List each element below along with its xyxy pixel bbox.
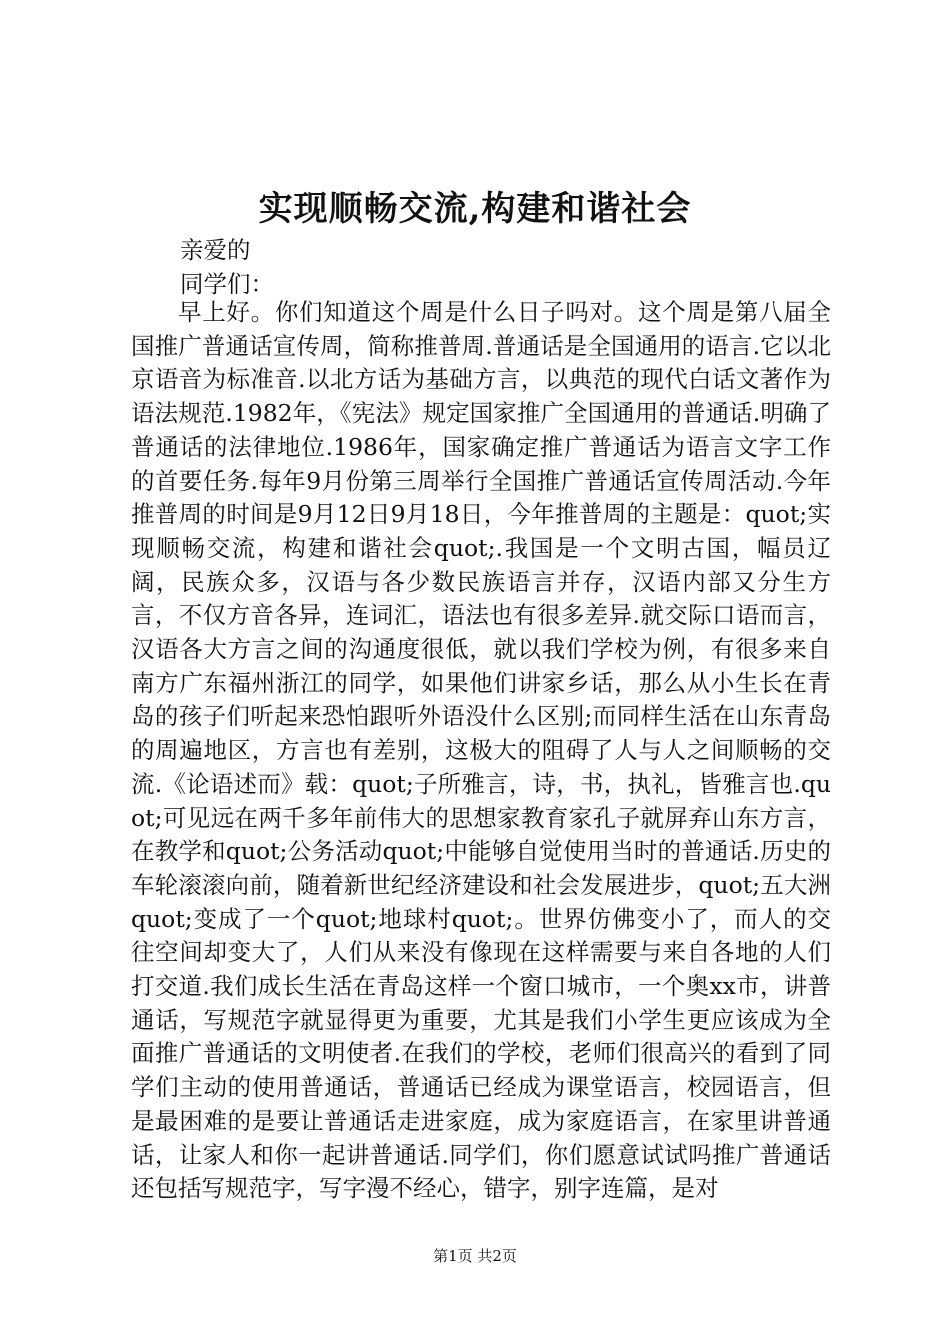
- salutation-line-2: 同学们：: [180, 270, 274, 298]
- body-paragraph: 早上好。你们知道这个周是什么日子吗对。这个周是第八届全国推广普通话宣传周，简称推普周.普通话是全国通用的语言.它以北京语音为标准音.以北方话为基础方言，以典范的现代白话文著作为语法规范.1982年，《宪法》规定国家推广全国通用的普通话.明确了普通话的法律地位.1986年，国家确定推广普通话为语言文字工作的首要任务.每年9月份第三周举行全国推广普通话宣传周活动.今年推普周的时间是9月12日9月18日，今年推普周的主题是：quot;实现顺畅交流，构建和谐社会quot;.我国是一个文明古国，幅员辽阔，民族众多，汉语与各少数民族语言并存，汉语内部又分生方言，不仅方音各异，连词汇，语法也有很多差异.就交际口语而言，汉语各大方言之间的沟通度很低，就以我们学校为例，有很多来自南方广东福州浙江的同学，如果他们讲家乡话，那么从小生长在青岛的孩子们听起来恐怕跟听外语没什么区别;而同样生活在山东青岛的周遍地区，方言也有差别，这极大的阻碍了人与人之间顺畅的交流.《论语述而》载：quot;子所雅言，诗，书，执礼，皆雅言也.quot;可见远在两千多年前伟大的思想家教育家孔子就屏弃山东方言，在教学和quot;公务活动quot;中能够自觉使用当时的普通话.历史的车轮滚滚向前，随着新世纪经济建设和社会发展进步，quot;五大洲quot;变成了一个quot;地球村quot;。世界仿佛变小了，而人的交往空间却变大了，人们从来没有像现在这样需要与来自各地的人们打交道.我们成长生活在青岛这样一个窗口城市，一个奥xx市，讲普通话，写规范字就显得更为重要，尤其是我们小学生更应该成为全面推广普通话的文明使者.在我们的学校，老师们很高兴的看到了同学们主动的使用普通话，普通话已经成为课堂语言，校园语言，但是最困难的是要让普通话走进家庭，成为家庭语言，在家里讲普通话，让家人和你一起讲普通话.同学们，你们愿意试试吗推广普通话还包括写规范字，写字漫不经心，错字，别字连篇，是对: [131, 298, 831, 1203]
- page-footer: 第1页 共2页: [433, 1247, 517, 1265]
- salutation-line-1: 亲爱的: [180, 236, 251, 264]
- document-title: 实现顺畅交流,构建和谐社会: [258, 189, 692, 229]
